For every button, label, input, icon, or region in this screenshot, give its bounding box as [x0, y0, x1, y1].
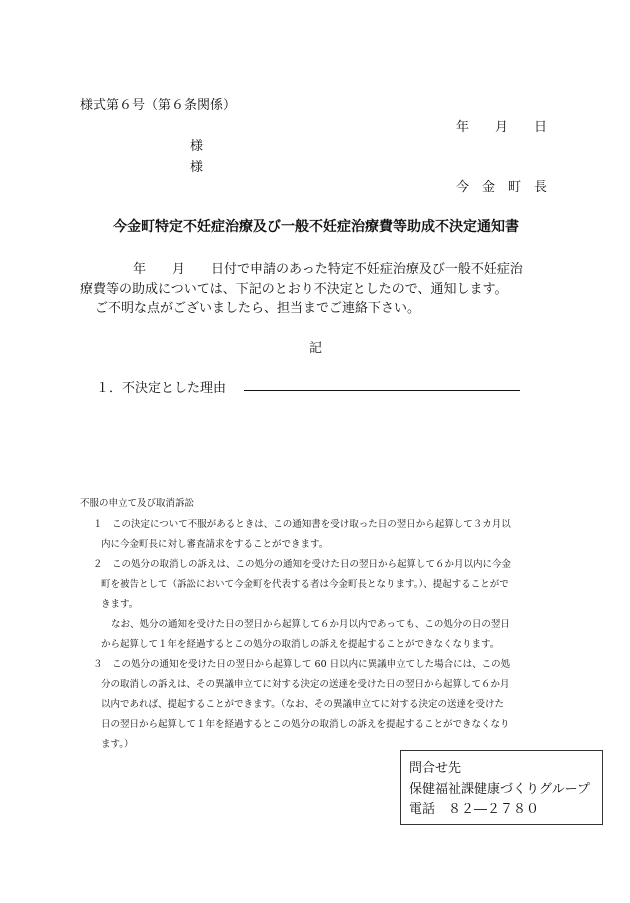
notice-line: 町を被告として（訴訟において今金町を代表する者は今金町長となります。）、提起することがで — [101, 579, 509, 590]
item1-label: １．不決定とした理由 — [96, 381, 227, 396]
reason-underline — [244, 390, 520, 391]
notice-line: 以内であれば、提起することができます。（なお、その異議申立てに対する決定の送達を受けた — [101, 699, 504, 710]
notice-line: きます。 — [101, 599, 139, 610]
ki-label: 記 — [309, 341, 323, 356]
date-line: 年 月 日 — [456, 120, 548, 135]
notice-line: ます。） — [101, 739, 134, 750]
notice-heading: 不服の申立て及び取消訴訟 — [80, 498, 195, 509]
notice-line: から起算して１年を経過するとこの処分の取消しの訴えを提起することができなくなります。 — [101, 639, 500, 650]
form-number: 様式第６号（第６条関係） — [80, 98, 237, 113]
notice-line: 日の翌日から起算して１年を経過するとこの処分の取消しの訴えを提起することができなくなり — [101, 719, 510, 730]
addressee-2: 様 — [190, 160, 204, 175]
notice-line: ３ この処分の通知を受けた日の翌日から起算して 60 日以内に異議申立てした場合には、この処 — [93, 659, 511, 670]
body-line-2: 療費等の助成については、下記のとおり不決定としたので、通知します。 — [80, 282, 508, 297]
body-line-1: 年 月 日付で申請のあった特定不妊症治療及び一般不妊症治 — [133, 262, 523, 277]
document-title: 今金町特定不妊症治療及び一般不妊症治療費等助成不決定通知書 — [113, 219, 519, 235]
notice-line: １ この決定について不服があるときは、この通知書を受け取った日の翌日から起算して３カ月以 — [93, 519, 511, 530]
issuer: 今 金 町 長 — [456, 180, 548, 195]
body-line-3: ご不明な点がございましたら、担当までご連絡下さい。 — [95, 301, 421, 316]
notice-line: なお、処分の通知を受けた日の翌日から起算して６か月以内であっても、この処分の日の翌日 — [111, 619, 510, 630]
addressee-1: 様 — [190, 139, 204, 154]
notice-line: 分の取消しの訴えは、その異議申立てに対する決定の送達を受けた日の翌日から起算して６か月 — [101, 679, 510, 690]
contact-phone: 電話 ８２―２７８０ — [409, 802, 540, 817]
contact-label: 問合せ先 — [409, 761, 462, 776]
notice-line: ２ この処分の取消しの訴えは、この処分の通知を受けた日の翌日から起算して６か月以内に今金 — [93, 559, 512, 570]
contact-department: 保健福祉課健康づくりグループ — [409, 782, 590, 797]
notice-line: 内に今金町長に対し審査請求をすることができます。 — [101, 539, 329, 550]
